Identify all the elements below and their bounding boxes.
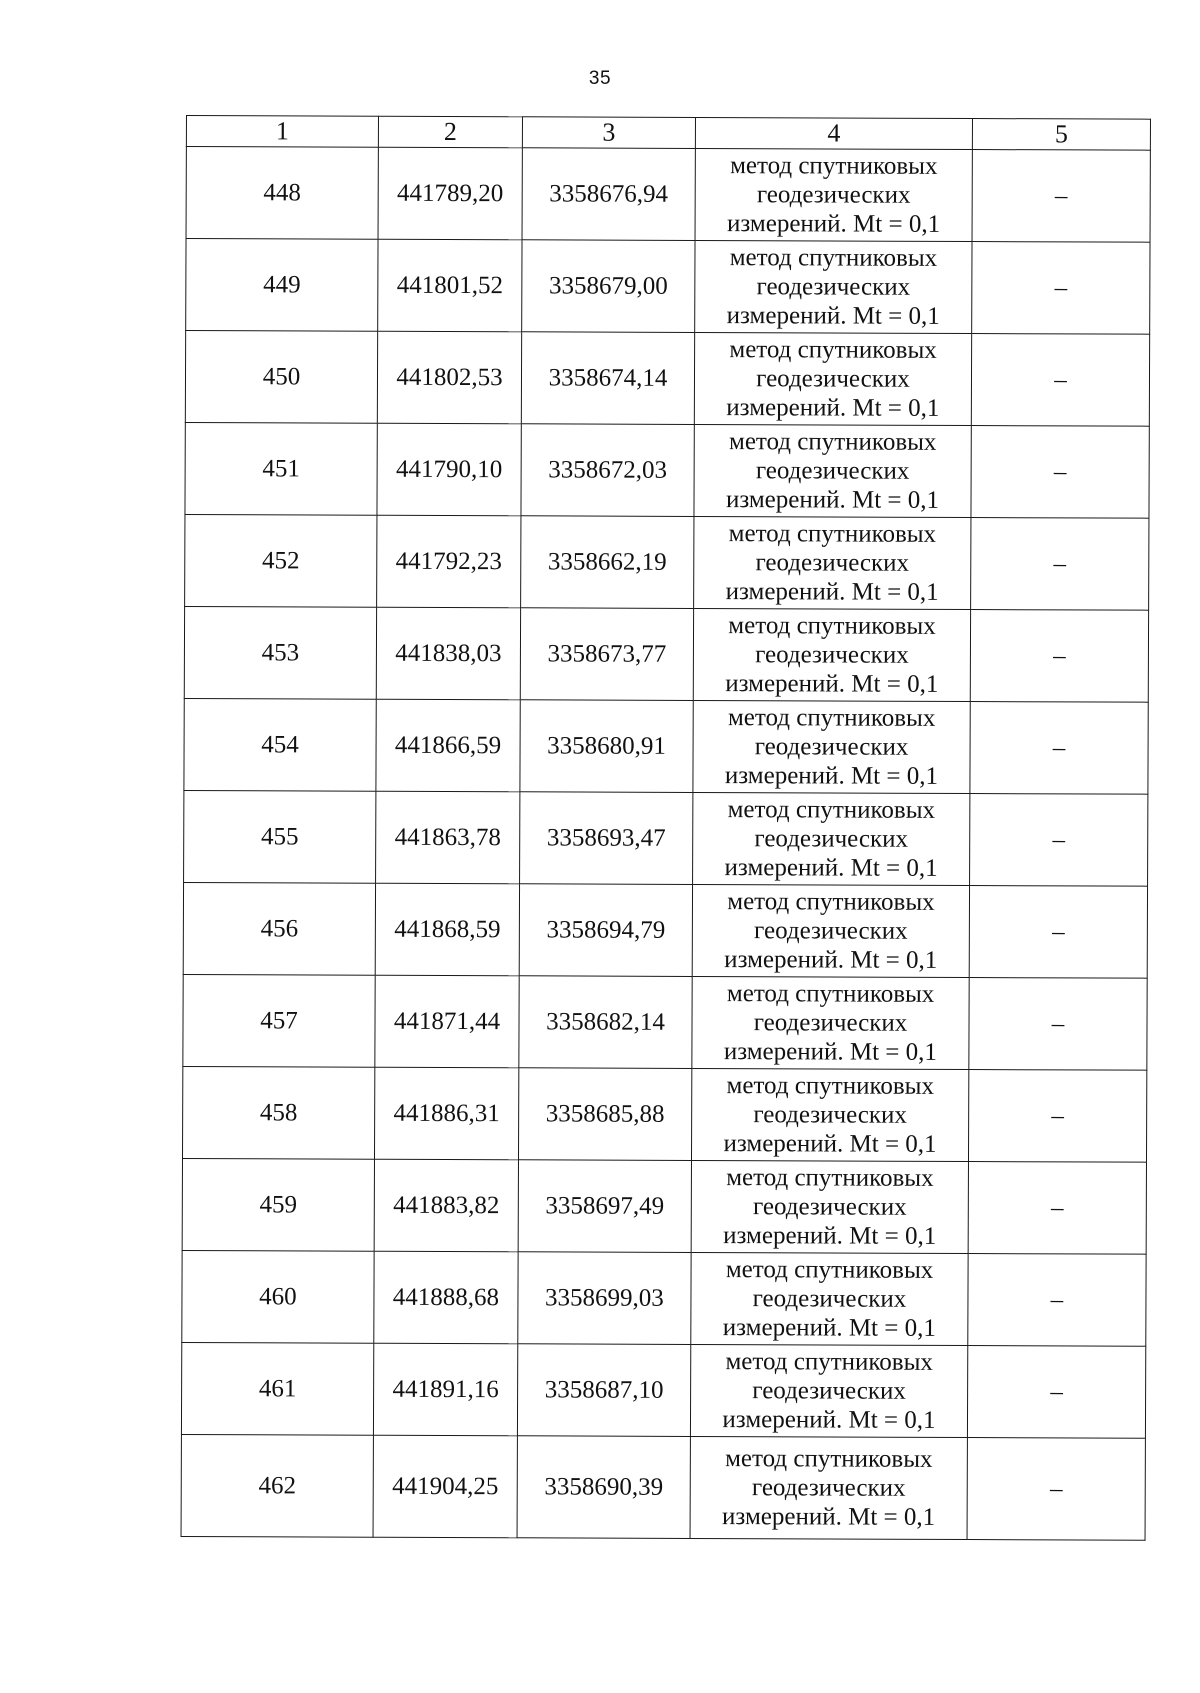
x-coordinate-cell: 441868,59 — [375, 883, 519, 976]
table-row — [184, 790, 1148, 886]
note-cell: – — [970, 610, 1148, 703]
coordinates-table — [181, 115, 1151, 1541]
x-coordinate-cell: 441789,20 — [378, 147, 522, 240]
y-coordinate-cell: 3358674,14 — [521, 332, 694, 425]
page-number: 35 — [588, 68, 612, 89]
x-coordinate-cell: 441886,31 — [374, 1067, 518, 1160]
point-number-cell: 449 — [186, 239, 378, 332]
column-header-1: 1 — [186, 116, 378, 148]
note-cell: – — [967, 1438, 1145, 1541]
table-row — [181, 1342, 1145, 1438]
y-coordinate-cell: 3358673,77 — [520, 608, 693, 701]
y-coordinate-cell: 3358694,79 — [519, 884, 692, 977]
column-header-4: 4 — [695, 117, 972, 149]
method-cell — [694, 332, 971, 425]
y-coordinate-cell: 3358676,94 — [522, 148, 695, 241]
table-header-row — [186, 116, 1150, 151]
table-row — [182, 1158, 1146, 1254]
y-coordinate-cell: 3358680,91 — [520, 700, 693, 793]
table-row — [182, 1066, 1146, 1162]
table-row — [181, 1434, 1145, 1540]
x-coordinate-cell: 441792,23 — [377, 515, 521, 608]
point-number-cell: 457 — [183, 974, 375, 1067]
note-cell: – — [972, 150, 1150, 243]
note-cell: – — [967, 1346, 1145, 1439]
method-cell — [695, 240, 972, 333]
point-number-cell: 455 — [184, 790, 376, 883]
note-cell: – — [968, 1162, 1146, 1255]
method-text: метод спутниковых геодезических измерений. Mt = 0,1 — [723, 1072, 937, 1158]
column-header-3: 3 — [522, 117, 695, 149]
method-text: метод спутниковых геодезических измерений. Mt = 0,1 — [724, 704, 939, 790]
table-row — [186, 239, 1150, 335]
y-coordinate-cell: 3358687,10 — [517, 1344, 690, 1437]
x-coordinate-cell: 441801,52 — [378, 239, 522, 332]
y-coordinate-cell: 3358697,49 — [518, 1160, 691, 1253]
x-coordinate-cell: 441904,25 — [373, 1435, 517, 1538]
note-cell: – — [971, 334, 1149, 427]
table-row — [185, 514, 1149, 610]
y-coordinate-cell: 3358685,88 — [518, 1068, 691, 1161]
point-number-cell: 456 — [183, 882, 375, 975]
point-number-cell: 458 — [182, 1066, 374, 1159]
x-coordinate-cell: 441790,10 — [377, 423, 521, 516]
note-cell: – — [968, 1070, 1146, 1163]
y-coordinate-cell: 3358699,03 — [518, 1252, 691, 1345]
note-cell: – — [969, 978, 1147, 1071]
point-number-cell: 451 — [185, 422, 377, 515]
method-text: метод спутниковых геодезических измерений. Mt = 0,1 — [725, 520, 939, 606]
x-coordinate-cell: 441883,82 — [374, 1159, 518, 1252]
method-text: метод спутниковых геодезических измерений. Mt = 0,1 — [724, 796, 938, 882]
method-cell — [692, 976, 969, 1069]
point-number-cell: 461 — [181, 1342, 373, 1435]
method-text: метод спутниковых геодезических измерений. Mt = 0,1 — [725, 612, 939, 698]
point-number-cell: 450 — [185, 331, 377, 424]
table-row — [185, 422, 1149, 518]
method-cell — [693, 792, 970, 885]
method-text: метод спутниковых геодезических измерений. Mt = 0,1 — [723, 1164, 937, 1250]
column-header-2: 2 — [378, 116, 522, 148]
x-coordinate-cell: 441838,03 — [376, 607, 520, 700]
note-cell: – — [970, 794, 1148, 887]
method-cell — [693, 700, 970, 793]
y-coordinate-cell: 3358662,19 — [521, 516, 694, 609]
note-cell: – — [970, 702, 1148, 795]
method-cell — [691, 1068, 968, 1161]
method-text: метод спутниковых геодезических измерений. Mt = 0,1 — [722, 1445, 936, 1531]
table-row — [186, 147, 1150, 243]
method-cell — [690, 1436, 967, 1539]
method-text: метод спутниковых геодезических измерений. Mt = 0,1 — [724, 888, 938, 974]
x-coordinate-cell: 441888,68 — [374, 1251, 518, 1344]
point-number-cell: 452 — [185, 514, 377, 607]
point-number-cell: 453 — [184, 606, 376, 699]
method-cell — [694, 516, 971, 609]
point-number-cell: 460 — [182, 1250, 374, 1343]
method-cell — [695, 148, 972, 241]
point-number-cell: 454 — [184, 698, 376, 791]
method-cell — [691, 1252, 968, 1345]
y-coordinate-cell: 3358682,14 — [519, 976, 692, 1069]
method-text: метод спутниковых геодезических измерений. Mt = 0,1 — [722, 1256, 936, 1342]
x-coordinate-cell: 441891,16 — [373, 1343, 517, 1436]
y-coordinate-cell: 3358693,47 — [520, 792, 693, 885]
note-cell: – — [971, 518, 1149, 611]
method-cell — [692, 884, 969, 977]
method-text: метод спутниковых геодезических измерений. Mt = 0,1 — [725, 428, 940, 514]
point-number-cell: 448 — [186, 147, 378, 240]
method-text: метод спутниковых геодезических измерений. Mt = 0,1 — [726, 336, 940, 422]
x-coordinate-cell: 441871,44 — [375, 975, 519, 1068]
table-row — [185, 331, 1149, 427]
method-text: метод спутниковых геодезических измерений. Mt = 0,1 — [722, 1348, 936, 1434]
y-coordinate-cell: 3358690,39 — [517, 1436, 690, 1539]
table-row — [183, 882, 1147, 978]
table-row — [182, 1250, 1146, 1346]
table-body — [181, 147, 1150, 1541]
note-cell: – — [968, 1254, 1146, 1347]
method-cell — [694, 424, 971, 517]
note-cell: – — [969, 886, 1147, 979]
y-coordinate-cell: 3358679,00 — [522, 240, 695, 333]
method-text: метод спутниковых геодезических измерений. Mt = 0,1 — [726, 244, 940, 330]
note-cell: – — [972, 242, 1150, 335]
table-row — [184, 606, 1148, 702]
y-coordinate-cell: 3358672,03 — [521, 424, 694, 517]
x-coordinate-cell: 441802,53 — [377, 331, 521, 424]
method-cell — [693, 608, 970, 701]
point-number-cell: 459 — [182, 1158, 374, 1251]
method-text: метод спутниковых геодезических измерений. Mt = 0,1 — [723, 980, 937, 1066]
method-text: метод спутниковых геодезических измерений. Mt = 0,1 — [726, 152, 941, 238]
x-coordinate-cell: 441866,59 — [376, 699, 520, 792]
column-header-5: 5 — [972, 119, 1150, 151]
x-coordinate-cell: 441863,78 — [376, 791, 520, 884]
table-row — [184, 698, 1148, 794]
method-cell — [691, 1160, 968, 1253]
method-cell — [690, 1344, 967, 1437]
table-row — [183, 974, 1147, 1070]
point-number-cell: 462 — [181, 1434, 373, 1537]
note-cell: – — [971, 426, 1149, 519]
